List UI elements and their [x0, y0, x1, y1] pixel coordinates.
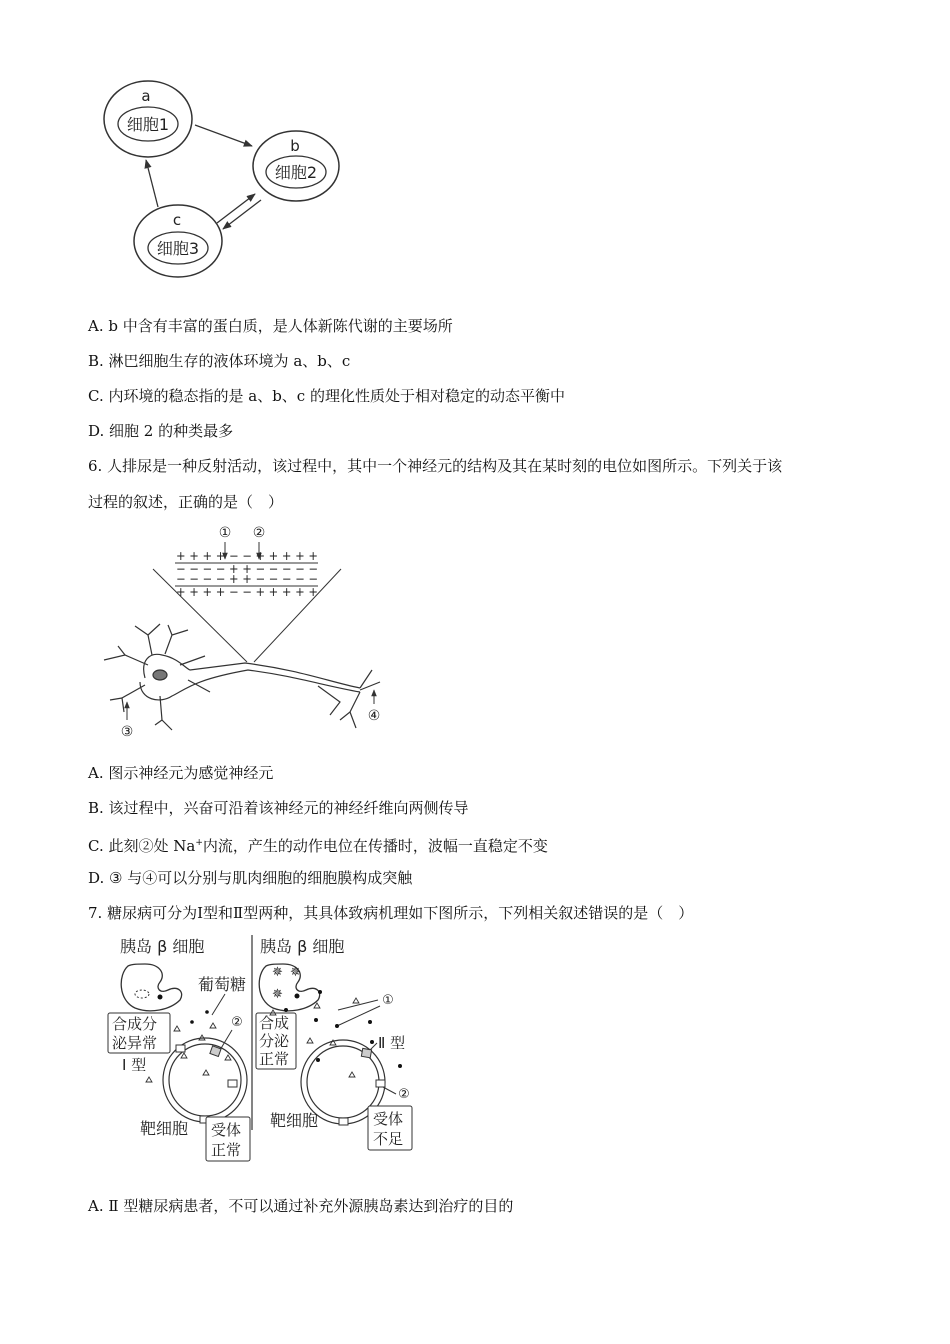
right-receptor-line1: 受体 — [373, 1110, 404, 1128]
q7-stem: 7. 糖尿病可分为Ⅰ型和Ⅱ型两种，其具体致病机理如下图所示，下列相关叙述错误的是（ ） — [88, 904, 694, 922]
left-box-line1: 合成分 — [112, 1015, 158, 1033]
q6-option-a[interactable]: A. 图示神经元为感觉神经元 — [88, 764, 274, 782]
left-receptor-line2: 正常 — [211, 1141, 242, 1159]
mark-3: ③ — [120, 724, 134, 740]
svg-text:✵: ✵ — [272, 987, 283, 1002]
mark-1: ① — [218, 525, 232, 541]
mark-1: ① — [382, 993, 394, 1008]
q5-option-d[interactable]: D. 细胞 2 的种类最多 — [88, 422, 234, 440]
charge-row-bottom: + + + + − − + + + + + — [176, 585, 318, 599]
fluid-diagram — [0, 0, 950, 300]
neuron-diagram — [0, 520, 950, 750]
q5-option-b[interactable]: B. 淋巴细胞生存的液体环境为 a、b、c — [88, 352, 351, 370]
q6-stem-line2: 过程的叙述，正确的是（ ） — [88, 493, 284, 511]
q5-option-c[interactable]: C. 内环境的稳态指的是 a、b、c 的理化性质处于相对稳定的动态平衡中 — [88, 387, 565, 405]
label-a: a — [141, 87, 151, 105]
q6-option-c-sup: + — [195, 838, 203, 848]
mark-2-right: ② — [398, 1087, 410, 1102]
right-receptor-line2: 不足 — [373, 1130, 404, 1148]
svg-text:✵: ✵ — [272, 965, 283, 980]
type1-label: Ⅰ 型 — [122, 1056, 147, 1074]
right-box-line1: 合成 — [259, 1014, 290, 1032]
q6-stem-line1: 6. 人排尿是一种反射活动，该过程中，其中一个神经元的结构及其在某时刻的电位如图所示。下列关于该 — [88, 457, 783, 475]
neuron — [104, 624, 380, 730]
cell3-label: 细胞3 — [156, 239, 200, 258]
left-target-label: 靶细胞 — [140, 1119, 189, 1138]
diabetes-diagram — [0, 930, 950, 1170]
membrane-potential-inset — [153, 525, 341, 662]
right-box-line3: 正常 — [259, 1050, 290, 1068]
q6-option-d[interactable]: D. ③ 与④可以分别与肌肉细胞的细胞膜构成突触 — [88, 869, 413, 887]
arrow-a-to-b — [195, 125, 252, 146]
charge-row-top: + + + + − − + + + + + — [176, 549, 318, 563]
mark-2: ② — [252, 525, 266, 541]
left-beta-cell — [121, 964, 181, 1011]
right-target-label: 靶细胞 — [270, 1111, 319, 1130]
q6-option-c-post: 内流，产生的动作电位在传播时，波幅一直稳定不变 — [202, 837, 548, 855]
right-beta-cell-title: 胰岛 β 细胞 — [260, 937, 345, 956]
type2-label: Ⅱ 型 — [378, 1034, 406, 1052]
mark-4: ④ — [367, 708, 381, 724]
arrow-c-to-a — [146, 160, 158, 207]
q5-option-a[interactable]: A. b 中含有丰富的蛋白质，是人体新陈代谢的主要场所 — [88, 317, 453, 335]
cell2-label: 细胞2 — [274, 163, 318, 182]
compartment-c — [134, 205, 222, 277]
left-beta-cell-title: 胰岛 β 细胞 — [120, 937, 205, 956]
label-b: b — [290, 137, 300, 155]
left-box-line2: 泌异常 — [112, 1034, 158, 1052]
glucose-label: 葡萄糖 — [198, 975, 247, 994]
svg-text:✵: ✵ — [290, 965, 301, 980]
q7-option-a[interactable]: A. Ⅱ 型糖尿病患者，不可以通过补充外源胰岛素达到治疗的目的 — [88, 1197, 514, 1215]
q6-option-c[interactable] — [88, 833, 548, 856]
charge-row-inner-1: − − − − + + − − − − − — [176, 562, 318, 576]
cell1-label: 细胞1 — [126, 115, 170, 134]
compartment-b — [253, 131, 339, 201]
left-receptor-line1: 受体 — [211, 1121, 242, 1139]
mark-2-left: ② — [231, 1015, 243, 1030]
q6-option-b[interactable]: B. 该过程中，兴奋可沿着该神经元的神经纤维向两侧传导 — [88, 799, 469, 817]
compartment-a — [104, 81, 192, 157]
label-c: c — [172, 211, 182, 229]
q6-option-c-pre: C. 此刻②处 Na — [88, 837, 196, 855]
charge-row-inner-2: − − − − + + − − − − − — [176, 572, 318, 586]
right-box-line2: 分泌 — [259, 1032, 290, 1050]
